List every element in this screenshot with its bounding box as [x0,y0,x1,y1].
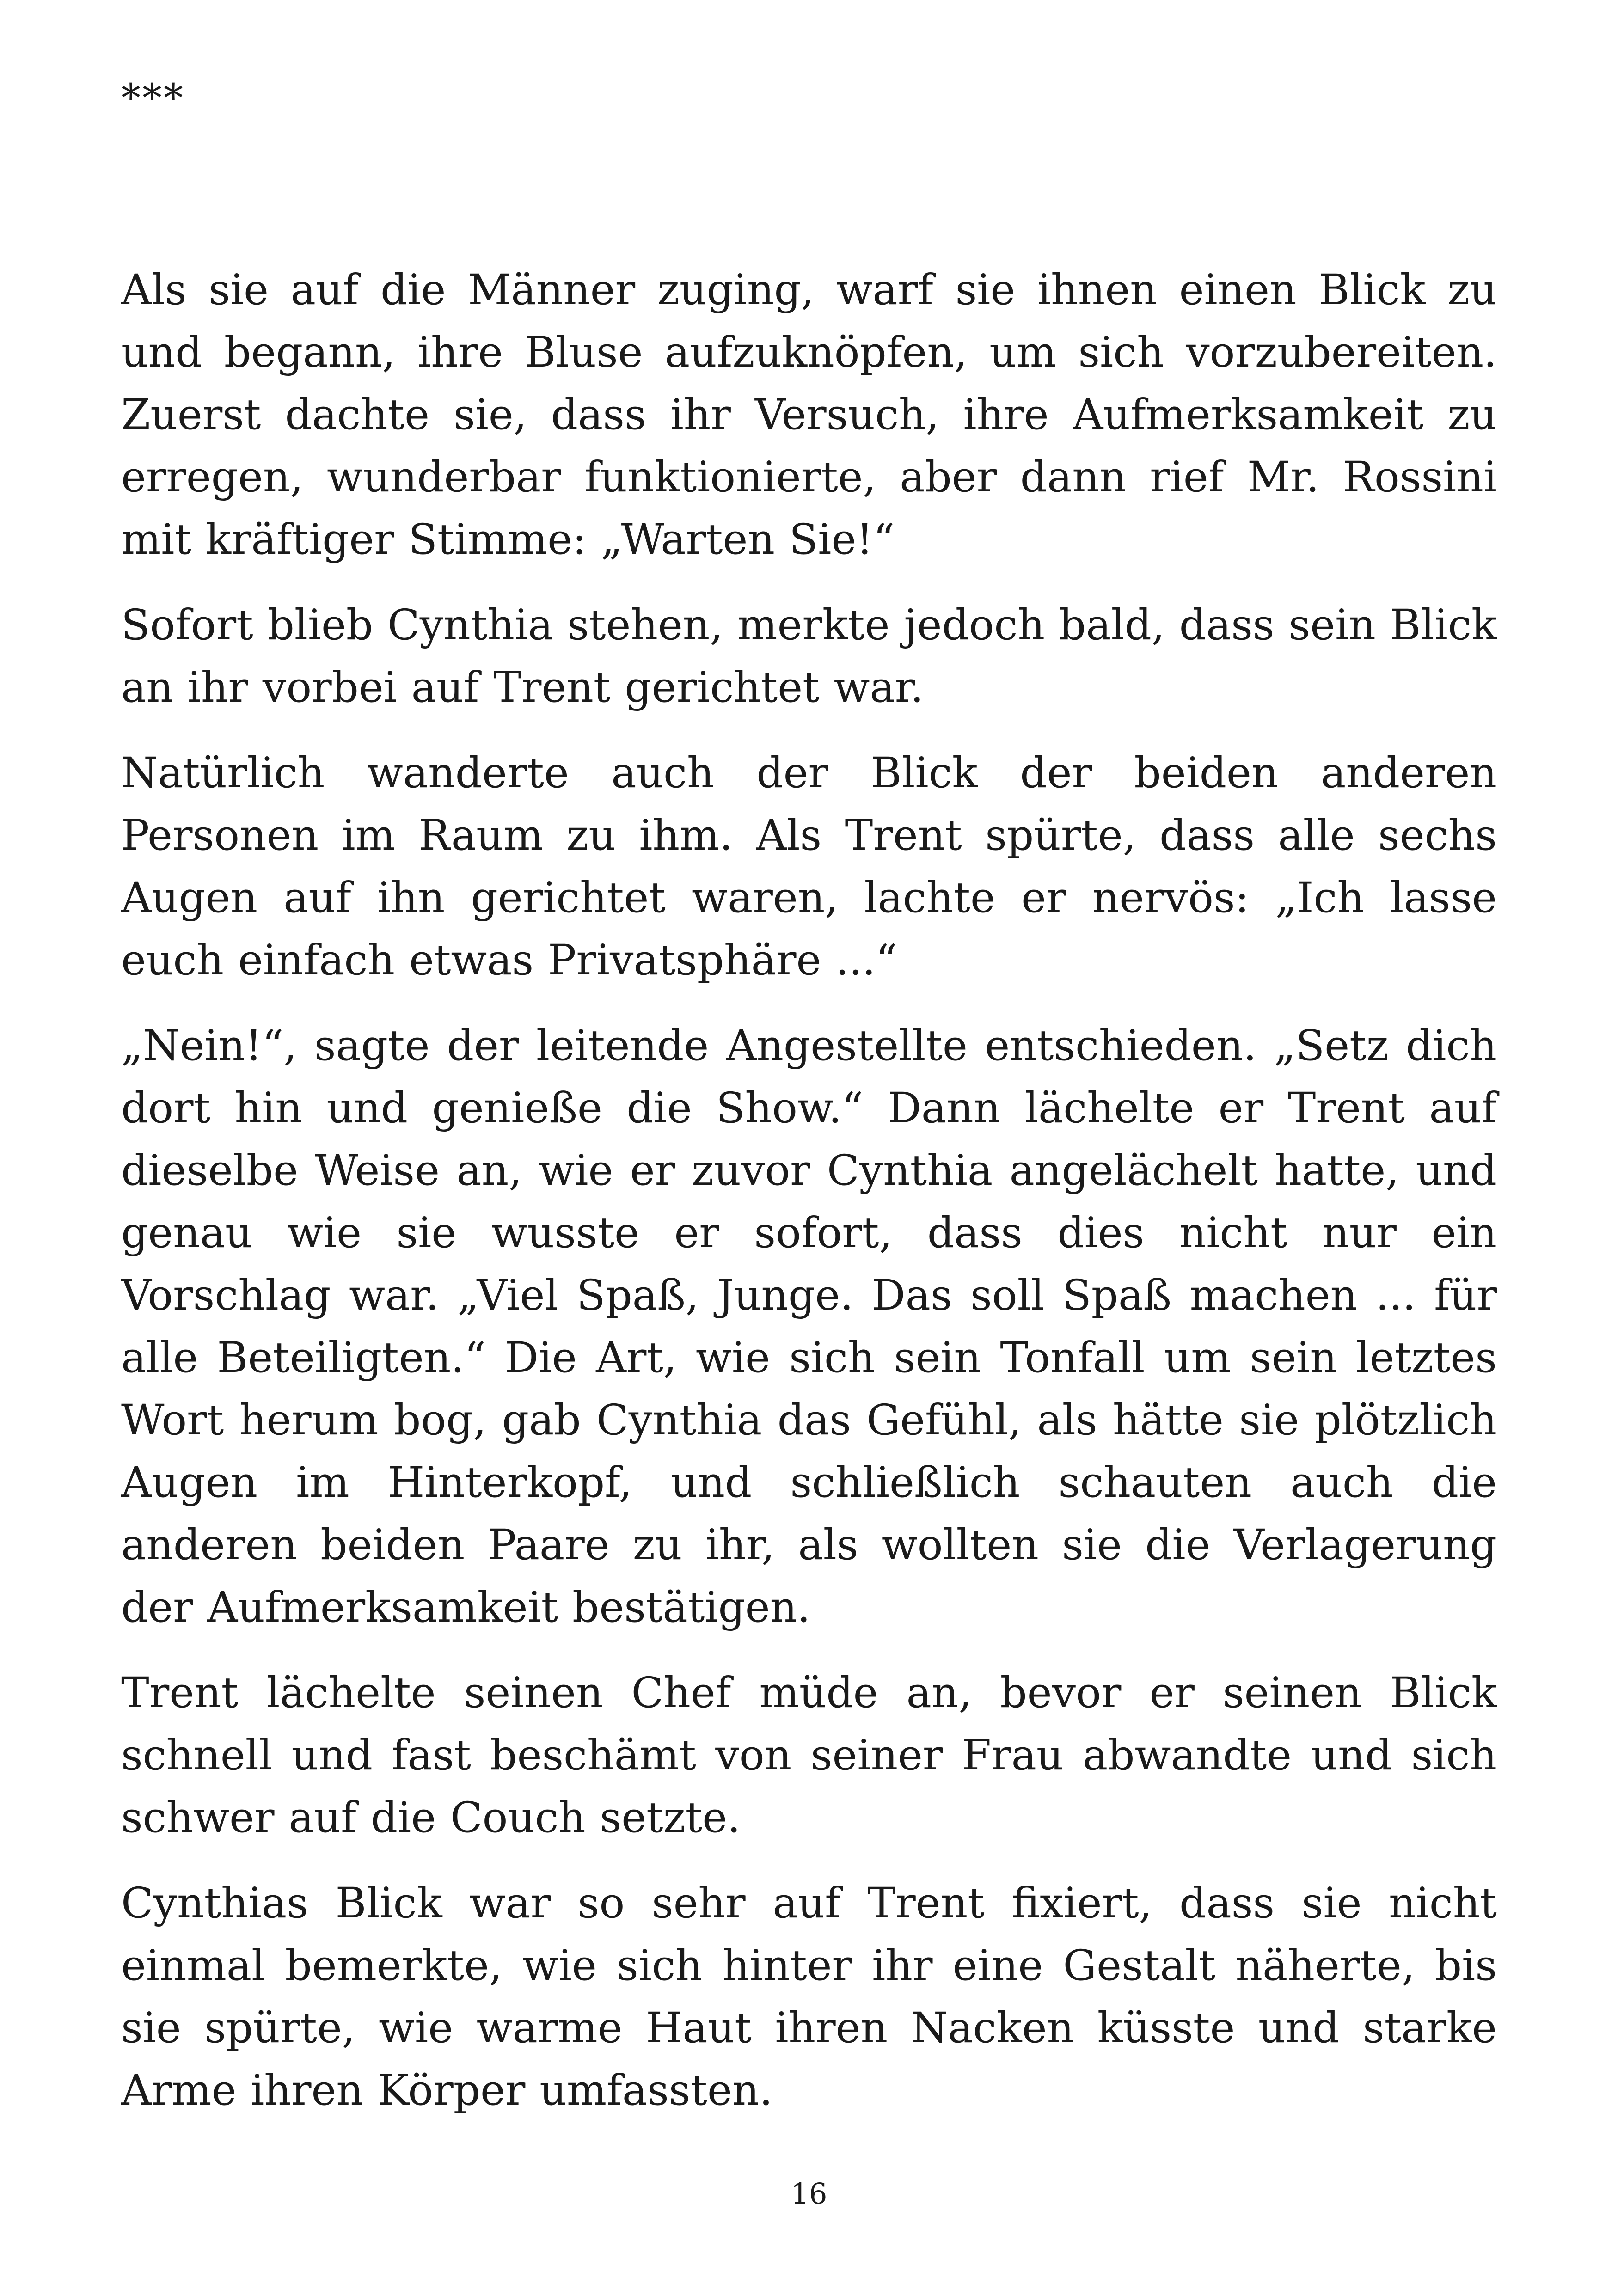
page-number: 16 [791,2177,827,2210]
paragraph: „Nein!“, sagte der leitende Angestellte entschieden. „Setz dich dort hin und genieße die Show.“ Dann lächelte er Trent auf dieselbe Weise an, wie er zuvor Cynthia angelächelt hatte, und genau wie sie wusste er sofort, dass dies nicht nur ein Vorschlag war. „Viel Spaß, Junge. Das soll Spaß machen ... für alle Beteiligten.“ Die Art, wie sich sein Tonfall um sein letztes Wort herum bog, gab Cynthia das Gefühl, als hätte sie plötzlich Augen im Hinterkopf, und schließlich schauten auch die anderen beiden Paare zu ihr, als wollten sie die Verlagerung der Aufmerksamkeit bestätigen. [121,1022,1497,1632]
paragraph: Cynthias Blick war so sehr auf Trent fixiert, dass sie nicht einmal bemerkte, wie sich hinter ihr eine Gestalt näherte, bis sie spürte, wie warme Haut ihren Nacken küsste und starke Arme ihren Körper umfassten. [121,1879,1497,2115]
body-text [121,259,1497,2145]
paragraph: Trent lächelte seinen Chef müde an, bevor er seinen Blick schnell und fast beschämt von seiner Frau abwandte und sich schwer auf die Couch setzte. [121,1669,1497,1842]
paragraph: Natürlich wanderte auch der Blick der beiden anderen Personen im Raum zu ihm. Als Trent spürte, dass alle sechs Augen auf ihn gerichtet waren, lachte er nervös: „Ich lasse euch einfach etwas Privatsphäre ...“ [121,749,1497,985]
paragraph: Als sie auf die Männer zuging, warf sie ihnen einen Blick zu und begann, ihre Bluse aufzuknöpfen, um sich vorzubereiten. Zuerst dachte sie, dass ihr Versuch, ihre Aufmerksamkeit zu erregen, wunderbar funktionierte, aber dann rief Mr. Rossini mit kräftiger Stimme: „Warten Sie!“ [121,266,1497,564]
paragraph: Sofort blieb Cynthia stehen, merkte jedoch bald, dass sein Blick an ihr vorbei auf Trent gerichtet war. [121,601,1497,712]
section-separator: *** [121,75,185,121]
